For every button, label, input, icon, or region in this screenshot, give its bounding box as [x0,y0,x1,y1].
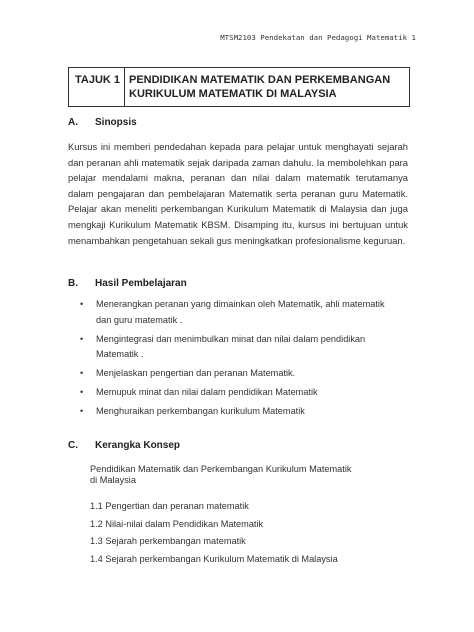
topic-title-line-1: PENDIDIKAN MATEMATIK DAN PERKEMBANGAN [129,74,391,86]
bullet-icon: • [80,299,84,309]
topic-title-line-2: KURIKULUM MATEMATIK DI MALAYSIA [129,88,337,100]
list-item [80,404,400,420]
list-item-text: Menjelaskan pengertian dan peranan Matematik. [96,368,296,378]
bullet-icon: • [80,387,84,397]
topic-label: TAJUK 1 [69,68,125,106]
section-c-title: Kerangka Konsep [95,440,181,451]
section-c-letter: C. [68,440,78,451]
list-item: 1.2 Nilai-nilai dalam Pendidikan Matematik [90,518,264,529]
concept-intro-line-1: Pendidikan Matematik dan Perkembangan Kurikulum Matematik [90,464,352,474]
list-item-text: Memupuk minat dan nilai dalam pendidikan Matematik [96,387,318,397]
concept-framework-list [90,501,338,571]
running-header: MTSM2103 Pendekatan dan Pedagogi Matematik 1 [220,33,416,42]
synopsis-paragraph: Kursus ini memberi pendedahan kepada para pelajar untuk menghayati sejarah dan peranan ahli matematik sejak daripada zaman dahulu. Ia membolehkan para pelajar mendalami makna, peranan dan nilai dalam matematik terutamanya dalam pengajaran dan pembelajaran Matematik serta peranan guru Matematik. Pelajar akan meneliti perkembangan Kurikulum Matematik di Malaysia dan juga mengkaji Kurikulum Matematik KBSM. Disamping itu, kursus ini bertujuan untuk menambahkan pengetahuan sekali gus meningkatkan profesionalisme keguruan. [68,141,408,246]
section-b-title: Hasil Pembelajaran [95,278,187,289]
list-item-text: Mengintegrasi dan menimbulkan minat dan nilai dalam pendidikan Matematik . [96,333,366,359]
section-c-heading [68,440,180,451]
concept-framework-intro [90,464,390,486]
bullet-icon: • [80,406,84,416]
section-b-heading [68,278,187,289]
list-item [80,332,400,363]
list-item: 1.1 Pengertian dan peranan matematik [90,501,249,511]
list-item-text: Menghuraikan perkembangan kurikulum Matematik [96,406,305,416]
list-item: 1.4 Sejarah perkembangan Kurikulum Matematik di Malaysia [90,553,338,564]
section-a-title: Sinopsis [95,117,137,128]
list-item [80,385,400,401]
learning-outcomes-list [80,297,400,423]
list-item [80,366,400,382]
topic-title-box [68,67,410,107]
section-a-letter: A. [68,117,78,128]
list-item-text: Menerangkan peranan yang dimainkan oleh Matematik, ahli matematik dan guru matematik . [96,299,385,325]
topic-title [125,68,409,106]
list-item [80,297,400,328]
list-item: 1.3 Sejarah perkembangan matematik [90,536,246,546]
bullet-icon: • [80,333,84,344]
concept-intro-line-2: di Malaysia [90,475,136,485]
bullet-icon: • [80,368,84,378]
section-b-letter: B. [68,278,78,289]
section-a-heading [68,117,137,128]
